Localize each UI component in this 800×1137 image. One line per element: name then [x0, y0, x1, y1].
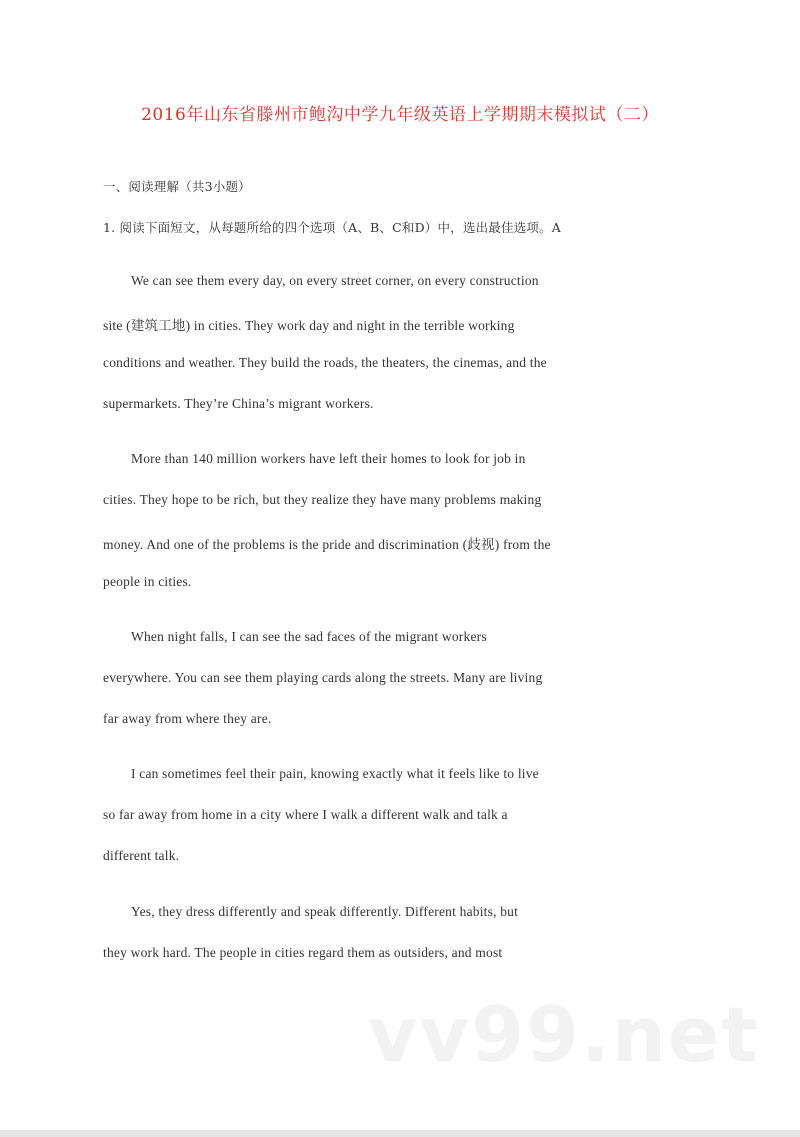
passage-line: so far away from home in a city where I walk a different walk and talk a [103, 807, 508, 822]
passage-line: different talk. [103, 848, 180, 863]
passage-line: More than 140 million workers have left their homes to look for job in [131, 451, 526, 466]
question-intro: 1. 阅读下面短文，从每题所给的四个选项（A、B、C和D）中，选出最佳选项。A [103, 220, 562, 235]
passage-line: We can see them every day, on every street corner, on every construction [131, 273, 539, 288]
document-title: 2016年山东省滕州市鲍沟中学九年级英语上学期期末模拟试（二） [141, 105, 659, 125]
section-heading: 一、阅读理解（共3小题） [103, 179, 251, 194]
passage-line: Yes, they dress differently and speak differently. Different habits, but [131, 904, 519, 919]
passage-line: site (建筑工地) in cities. They work day and night in the terrible working [103, 318, 515, 333]
passage-line: far away from where they are. [103, 711, 272, 726]
passage-line: people in cities. [103, 574, 192, 589]
passage-line: supermarkets. They’re China’s migrant workers. [103, 396, 374, 411]
passage-line: everywhere. You can see them playing cards along the streets. Many are living [103, 670, 543, 685]
page-bottom-edge [0, 1130, 800, 1137]
passage-line: I can sometimes feel their pain, knowing exactly what it feels like to live [131, 766, 539, 781]
passage-line: money. And one of the problems is the pride and discrimination (歧视) from the [103, 537, 551, 552]
passage-line: When night falls, I can see the sad faces of the migrant workers [131, 629, 487, 644]
passage-line: conditions and weather. They build the roads, the theaters, the cinemas, and the [103, 355, 547, 370]
watermark: vv99.net [368, 990, 760, 1079]
passage-line: cities. They hope to be rich, but they realize they have many problems making [103, 492, 542, 507]
passage-line: they work hard. The people in cities regard them as outsiders, and most [103, 945, 503, 960]
